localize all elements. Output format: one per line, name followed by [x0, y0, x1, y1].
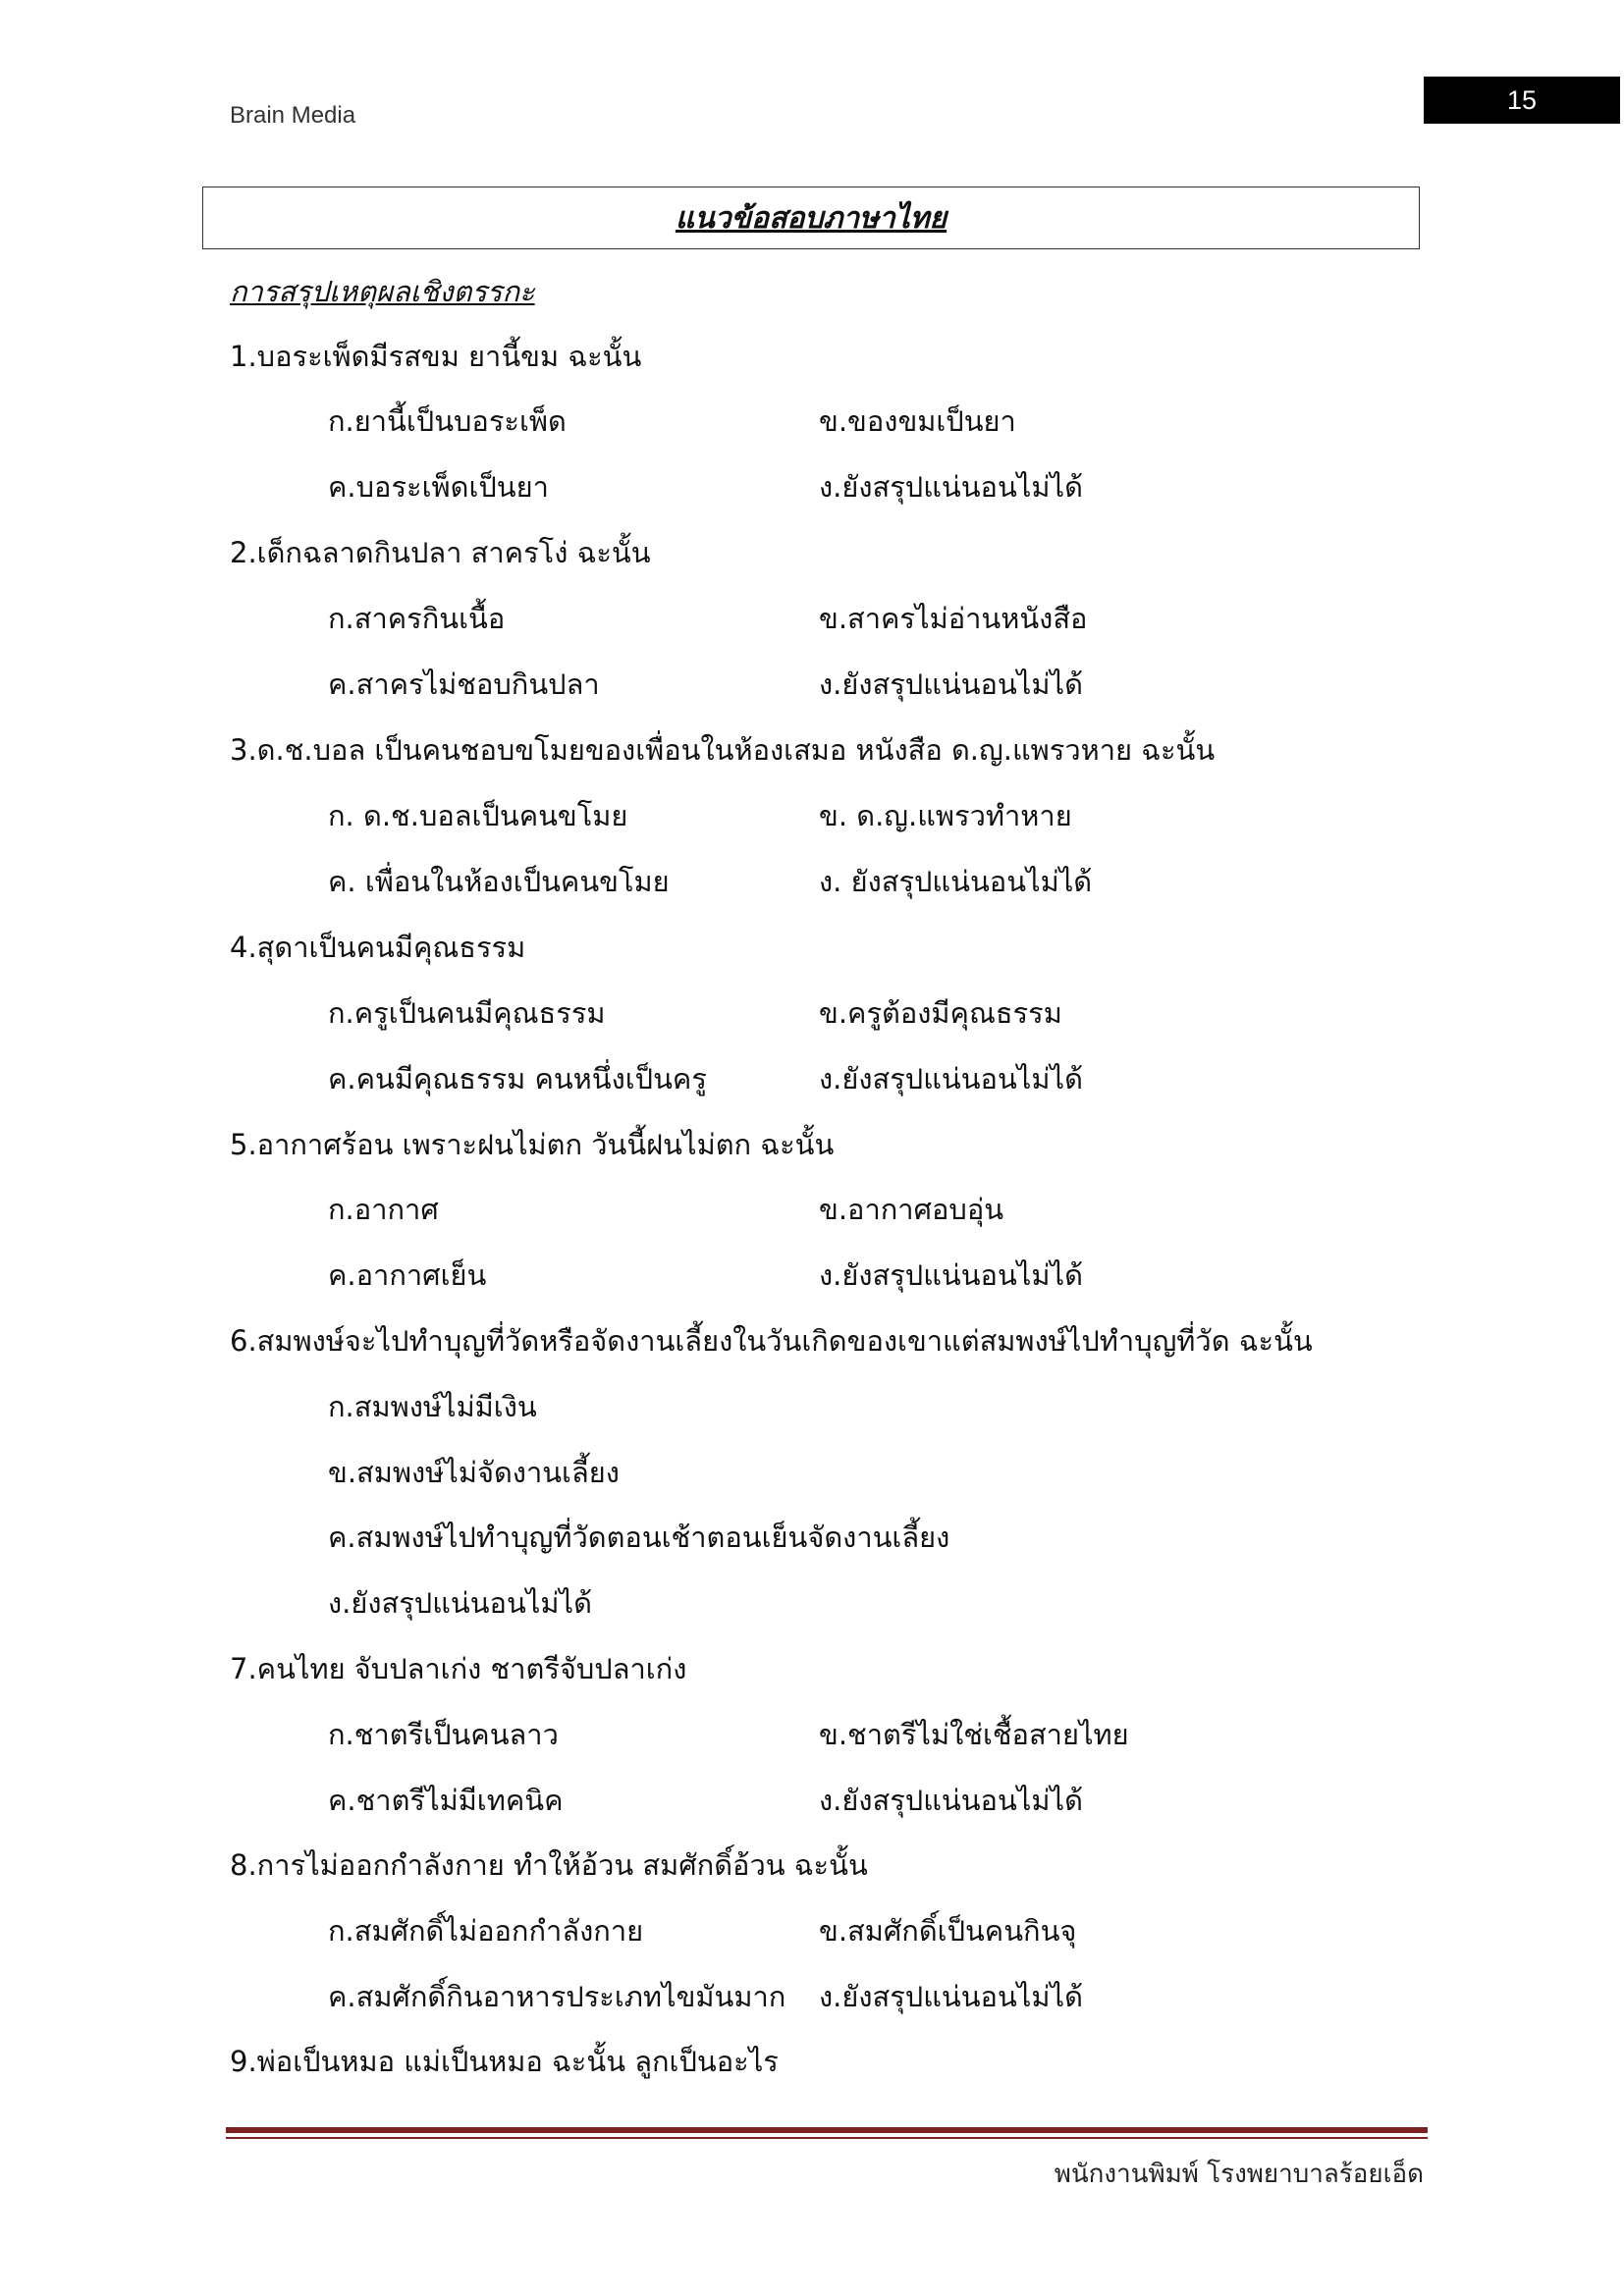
option-3b: ข. ด.ญ.แพรวทำหาย — [819, 799, 1072, 832]
option-8a: ก.สมศักดิ์ไม่ออกกำลังกาย — [328, 1914, 644, 1948]
option-4a: ก.ครูเป็นคนมีคุณธรรม — [328, 996, 606, 1030]
question-3: 3.ด.ช.บอล เป็นคนชอบขโมยของเพื่อนในห้องเสมอ หนังสือ ด.ญ.แพรวหาย ฉะนั้น — [230, 733, 1216, 767]
option-7d: ง.ยังสรุปแน่นอนไม่ได้ — [819, 1784, 1083, 1817]
page-title: แนวข้อสอบภาษาไทย — [675, 200, 947, 236]
option-6c: ค.สมพงษ์ไปทำบุญที่วัดตอนเช้าตอนเย็นจัดงานเลี้ยง — [328, 1521, 950, 1554]
title-box — [202, 187, 1420, 249]
section-heading: การสรุปเหตุผลเชิงตรรกะ — [230, 275, 535, 308]
question-6: 6.สมพงษ์จะไปทำบุญที่วัดหรือจัดงานเลี้ยงในวันเกิดของเขาแต่สมพงษ์ไปทำบุญที่วัด ฉะนั้น — [230, 1324, 1313, 1358]
footer-text: พนักงานพิมพ์ โรงพยาบาลร้อยเอ็ด — [1054, 2160, 1424, 2189]
page-number: 15 — [1424, 77, 1620, 124]
option-4d: ง.ยังสรุปแน่นอนไม่ได้ — [819, 1062, 1083, 1095]
option-7b: ข.ชาตรีไม่ใช่เชื้อสายไทย — [819, 1718, 1129, 1751]
option-1a: ก.ยานี้เป็นบอระเพ็ด — [328, 404, 567, 438]
option-3a: ก. ด.ช.บอลเป็นคนขโมย — [328, 799, 628, 832]
option-5c: ค.อากาศเย็น — [328, 1258, 487, 1292]
footer-rule-thin — [226, 2137, 1428, 2139]
option-1c: ค.บอระเพ็ดเป็นยา — [328, 470, 549, 504]
header-brand: Brain Media — [230, 102, 356, 129]
option-6b: ข.สมพงษ์ไม่จัดงานเลี้ยง — [328, 1456, 620, 1489]
footer-rule — [226, 2127, 1428, 2133]
option-8b: ข.สมศักดิ์เป็นคนกินจุ — [819, 1914, 1077, 1948]
option-2a: ก.สาครกินเนื้อ — [328, 602, 506, 635]
option-3c: ค. เพื่อนในห้องเป็นคนขโมย — [328, 865, 670, 898]
option-5d: ง.ยังสรุปแน่นอนไม่ได้ — [819, 1258, 1083, 1292]
option-4c: ค.คนมีคุณธรรม คนหนึ่งเป็นครู — [328, 1062, 707, 1095]
option-8d: ง.ยังสรุปแน่นอนไม่ได้ — [819, 1980, 1083, 2013]
question-1: 1.บอระเพ็ดมีรสขม ยานี้ขม ฉะนั้น — [230, 340, 642, 373]
option-7c: ค.ชาตรีไม่มีเทคนิค — [328, 1784, 564, 1817]
option-3d: ง. ยังสรุปแน่นอนไม่ได้ — [819, 865, 1093, 898]
option-8c: ค.สมศักดิ์กินอาหารประเภทไขมันมาก — [328, 1980, 786, 2013]
question-9: 9.พ่อเป็นหมอ แม่เป็นหมอ ฉะนั้น ลูกเป็นอะไร — [230, 2045, 779, 2078]
option-5a: ก.อากาศ — [328, 1193, 439, 1226]
option-7a: ก.ชาตรีเป็นคนลาว — [328, 1718, 559, 1751]
question-2: 2.เด็กฉลาดกินปลา สาครโง่ ฉะนั้น — [230, 536, 651, 569]
option-2c: ค.สาครไม่ชอบกินปลา — [328, 667, 600, 701]
option-6a: ก.สมพงษ์ไม่มีเงิน — [328, 1390, 537, 1423]
option-2d: ง.ยังสรุปแน่นอนไม่ได้ — [819, 667, 1083, 701]
question-4: 4.สุดาเป็นคนมีคุณธรรม — [230, 931, 526, 964]
option-5b: ข.อากาศอบอุ่น — [819, 1193, 1004, 1226]
question-7: 7.คนไทย จับปลาเก่ง ชาตรีจับปลาเก่ง — [230, 1652, 687, 1685]
option-6d: ง.ยังสรุปแน่นอนไม่ได้ — [328, 1586, 592, 1620]
option-1d: ง.ยังสรุปแน่นอนไม่ได้ — [819, 470, 1083, 504]
option-4b: ข.ครูต้องมีคุณธรรม — [819, 996, 1062, 1030]
question-8: 8.การไม่ออกกำลังกาย ทำให้อ้วน สมศักดิ์อ้วน ฉะนั้น — [230, 1848, 868, 1882]
option-1b: ข.ของขมเป็นยา — [819, 404, 1016, 438]
option-2b: ข.สาครไม่อ่านหนังสือ — [819, 602, 1088, 635]
question-5: 5.อากาศร้อน เพราะฝนไม่ตก วันนี้ฝนไม่ตก ฉะนั้น — [230, 1128, 835, 1161]
